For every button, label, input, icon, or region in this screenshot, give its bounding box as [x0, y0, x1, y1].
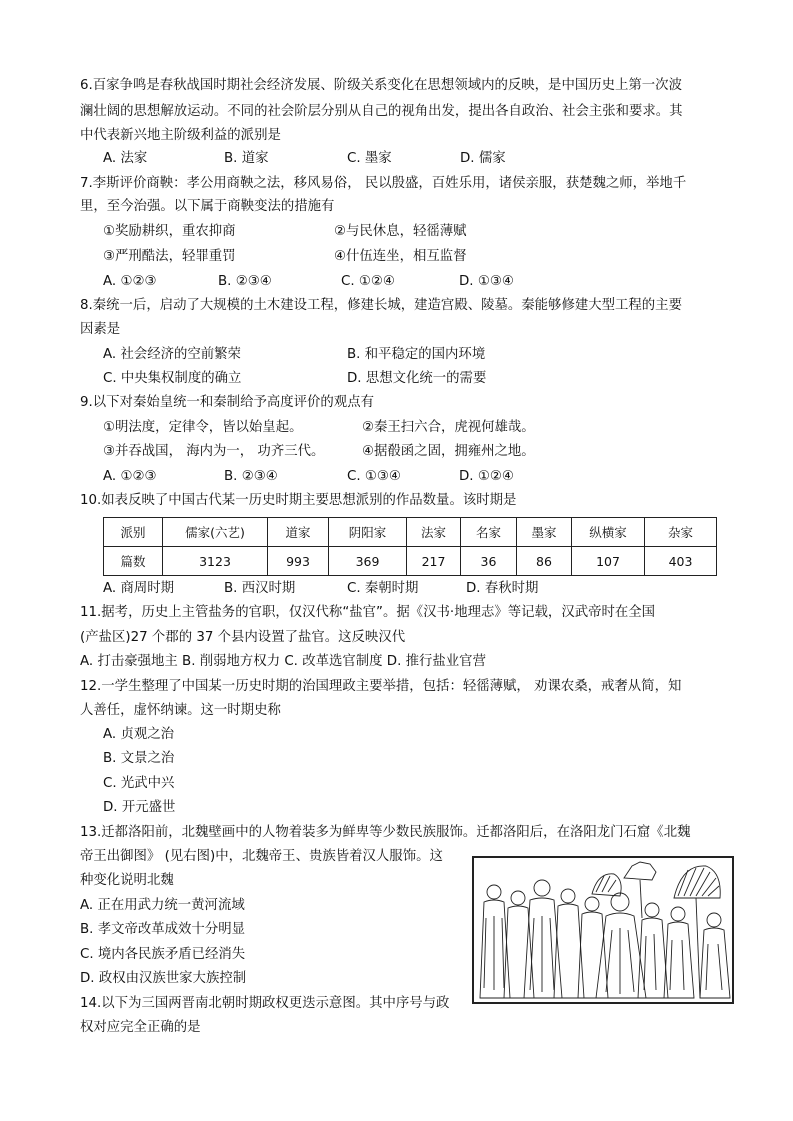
- q6-option-c: C. 墨家: [347, 151, 392, 166]
- q6-option-a: A. 法家: [103, 151, 148, 166]
- table-cell: 名家: [461, 518, 517, 547]
- q9-option-c: C. ①③④: [347, 469, 401, 484]
- q7-option-b: B. ②③④: [218, 274, 272, 289]
- table-cell: 墨家: [517, 518, 572, 547]
- table-cell: 86: [517, 547, 572, 576]
- q7-option-c: C. ①②④: [341, 274, 395, 289]
- q13-option-b: B. 孝文帝改革成效十分明显: [80, 922, 245, 937]
- q7-item-3: ③严刑酷法，轻罪重罚: [103, 249, 236, 264]
- q8-stem-line-2: 因素是: [80, 322, 121, 337]
- q11-stem-line-2: (产盐区)27 个郡的 37 个县内设置了盐官。这反映汉代: [80, 630, 406, 645]
- q13-stem-line-1: 13.迁都洛阳前，北魏壁画中的人物着装多为鲜卑等少数民族服饰。迁都洛阳后，在洛阳龙门石窟《北魏: [80, 825, 691, 840]
- table-cell: 儒家(六艺): [163, 518, 268, 547]
- table-cell: 993: [268, 547, 329, 576]
- q9-option-b: B. ②③④: [224, 469, 278, 484]
- q6-option-d: D. 儒家: [460, 151, 506, 166]
- q8-option-c: C. 中央集权制度的确立: [103, 371, 242, 386]
- q9-option-a: A. ①②③: [103, 469, 157, 484]
- q7-stem-line-2: 里，至今治强。以下属于商鞅变法的措施有: [80, 199, 335, 214]
- q8-option-b: B. 和平稳定的国内环境: [347, 347, 486, 362]
- table-header-row: [104, 518, 717, 547]
- relief-drawing: [474, 858, 732, 1002]
- q9-stem: 9.以下对秦始皇统一和秦制给予高度评价的观点有: [80, 395, 374, 410]
- q7-item-2: ②与民休息，轻徭薄赋: [334, 224, 467, 239]
- table-cell: 阴阳家: [329, 518, 407, 547]
- q6-stem-line-3: 中代表新兴地主阶级利益的派别是: [80, 128, 281, 143]
- q13-option-d: D. 政权由汉族世家大族控制: [80, 971, 247, 986]
- table-cell: 杂家: [645, 518, 717, 547]
- q12-stem-line-2: 人善任，虚怀纳谏。这一时期史称: [80, 703, 281, 718]
- table-cell: 217: [407, 547, 461, 576]
- table-cell: 107: [572, 547, 645, 576]
- q10-option-a: A. 商周时期: [103, 581, 174, 596]
- q13-stem-line-2: 帝王出御图》 (见右图)中，北魏帝王、贵族皆着汉人服饰。这: [80, 849, 443, 864]
- q10-option-b: B. 西汉时期: [224, 581, 296, 596]
- q9-item-1: ①明法度，定律令，皆以始皇起。: [103, 420, 303, 435]
- q8-option-a: A. 社会经济的空前繁荣: [103, 347, 241, 362]
- q12-option-c: C. 光武中兴: [103, 776, 175, 791]
- q14-stem-line-1: 14.以下为三国两晋南北朝时期政权更迭示意图。其中序号与政: [80, 996, 450, 1011]
- q12-stem-line-1: 12.一学生整理了中国某一历史时期的治国理政主要举措，包括：轻徭薄赋， 劝课农桑，戒奢从简，知: [80, 679, 682, 694]
- table-cell: 3123: [163, 547, 268, 576]
- q10-option-d: D. 春秋时期: [466, 581, 539, 596]
- q7-item-4: ④什伍连坐，相互监督: [334, 249, 467, 264]
- q11-stem-line-1: 11.据考，历史上主管盐务的官职，仅汉代称“盐官”。据《汉书·地理志》等记载，汉武帝时在全国: [80, 605, 656, 620]
- q6-option-b: B. 道家: [224, 151, 269, 166]
- q7-item-1: ①奖励耕织，重农抑商: [103, 224, 236, 239]
- q6-stem-line-2: 澜壮阔的思想解放运动。不同的社会阶层分别从自己的视角出发，提出各自政治、社会主张和要求。其: [80, 104, 683, 119]
- table-cell: 派别: [104, 518, 163, 547]
- table-cell: 道家: [268, 518, 329, 547]
- table-cell: 36: [461, 547, 517, 576]
- q9-item-3: ③并吞战国， 海内为一， 功齐三代。: [103, 444, 325, 459]
- q8-option-d: D. 思想文化统一的需要: [347, 371, 487, 386]
- q9-item-4: ④据殽函之固，拥雍州之地。: [362, 444, 535, 459]
- procession-relief-image: [472, 856, 734, 1004]
- q13-option-c: C. 境内各民族矛盾已经消失: [80, 947, 246, 962]
- table-cell: 纵横家: [572, 518, 645, 547]
- q12-option-d: D. 开元盛世: [103, 800, 176, 815]
- q8-stem-line-1: 8.秦统一后，启动了大规模的土木建设工程，修建长城，建造宫殿、陵墓。秦能够修建大型工程的主要: [80, 298, 682, 313]
- q13-stem-line-3: 种变化说明北魏: [80, 873, 174, 888]
- q9-item-2: ②秦王扫六合，虎视何雄哉。: [362, 420, 535, 435]
- q14-stem-line-2: 权对应完全正确的是: [80, 1020, 201, 1035]
- q10-option-c: C. 秦朝时期: [347, 581, 419, 596]
- table-row: [104, 547, 717, 576]
- table-cell: 403: [645, 547, 717, 576]
- q7-stem-line-1: 7.李斯评价商鞅：孝公用商鞅之法，移风易俗， 民以殷盛，百姓乐用，诸侯亲服，获楚魏之师，举地千: [80, 176, 687, 191]
- q6-stem-line-1: 6.百家争鸣是春秋战国时期社会经济发展、阶级关系变化在思想领域内的反映，是中国历史上第一次波: [80, 78, 682, 93]
- q7-option-d: D. ①③④: [459, 274, 514, 289]
- table-cell: 369: [329, 547, 407, 576]
- q12-option-a: A. 贞观之治: [103, 727, 174, 742]
- q9-option-d: D. ①②④: [459, 469, 514, 484]
- q10-stem: 10.如表反映了中国古代某一历史时期主要思想派别的作品数量。该时期是: [80, 493, 517, 508]
- q10-table: [103, 517, 717, 576]
- table-cell: 篇数: [104, 547, 163, 576]
- table-cell: 法家: [407, 518, 461, 547]
- q7-option-a: A. ①②③: [103, 274, 157, 289]
- q13-option-a: A. 正在用武力统一黄河流域: [80, 898, 245, 913]
- q11-options: A. 打击豪强地主 B. 削弱地方权力 C. 改革选官制度 D. 推行盐业官营: [80, 654, 486, 669]
- q12-option-b: B. 文景之治: [103, 751, 175, 766]
